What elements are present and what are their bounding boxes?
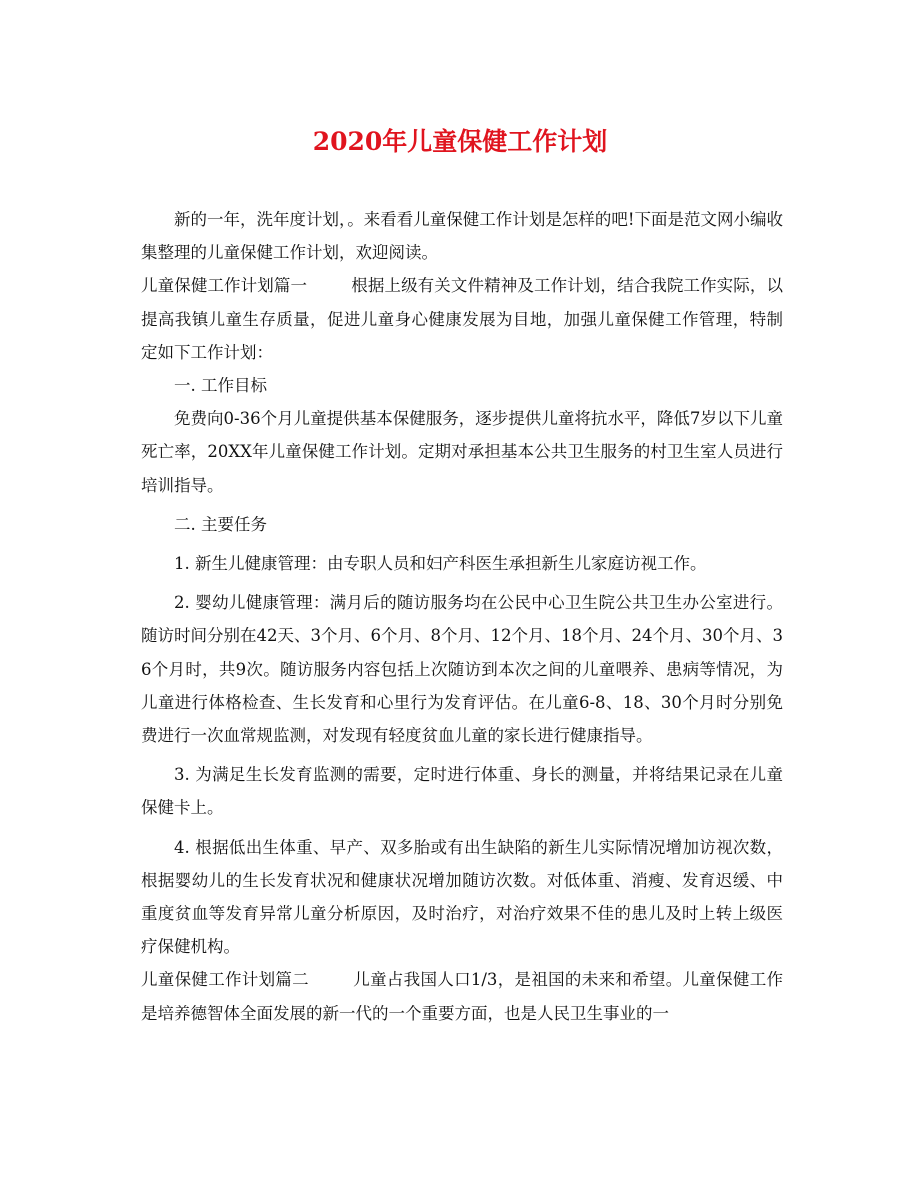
section1-body: 免费向0-36个月儿童提供基本保健服务，逐步提供儿童将抗水平，降低7岁以下儿童死亡率，20XX年儿童保健工作计划。定期对承担基本公共卫生服务的村卫生室人员进行培训指导。 bbox=[141, 409, 783, 495]
plan2-body: 儿童占我国人口1/3，是祖国的未来和希望。儿童保健工作是培养德智体全面发展的新一代的一个重要方面，也是人民卫生事业的一 bbox=[141, 970, 783, 1023]
plan2-paragraph bbox=[141, 963, 783, 1029]
task1-paragraph: 1. 新生儿健康管理：由专职人员和妇产科医生承担新生儿家庭访视工作。 bbox=[174, 554, 707, 574]
intro-paragraph: 新的一年，洗年度计划，。来看看儿童保健工作计划是怎样的吧!下面是范文网小编收集整理的儿童保健工作计划，欢迎阅读。 bbox=[141, 210, 783, 263]
document-body bbox=[141, 203, 783, 1030]
task4-paragraph: 4. 根据低出生体重、早产、双多胎或有出生缺陷的新生儿实际情况增加访视次数，根据婴幼儿的生长发育状况和健康状况增加随访次数。对低体重、消瘦、发育迟缓、中重度贫血等发育异常儿童分析原因，及时治疗，对治疗效果不佳的患儿及时上转上级医疗保健机构。 bbox=[141, 837, 783, 957]
section1-title: 一. 工作目标 bbox=[174, 376, 267, 396]
task2-paragraph: 2. 婴幼儿健康管理：满月后的随访服务均在公民中心卫生院公共卫生办公室进行。随访时间分别在42天、3个月、6个月、8个月、12个月、18个月、24个月、30个月、36个月时，共9次。随访服务内容包括上次随访到本次之间的儿童喂养、患病等情况，为儿童进行体格检查、生长发育和心里行为发育评估。在儿童6-8、18、30个月时分别免费进行一次血常规监测，对发现有轻度贫血儿童的家长进行健康指导。 bbox=[141, 593, 783, 746]
task3-paragraph: 3. 为满足生长发育监测的需要，定时进行体重、身长的测量，并将结果记录在儿童保健卡上。 bbox=[141, 765, 783, 818]
plan1-heading: 儿童保健工作计划篇一 bbox=[141, 276, 308, 296]
section2-title: 二. 主要任务 bbox=[174, 514, 267, 534]
plan1-body: 根据上级有关文件精神及工作计划，结合我院工作实际，以提高我镇儿童生存质量，促进儿童身心健康发展为目地，加强儿童保健工作管理，特制定如下工作计划： bbox=[141, 276, 784, 362]
document-title: 2020年儿童保健工作计划 bbox=[312, 127, 608, 156]
plan1-paragraph bbox=[141, 269, 783, 369]
plan2-heading: 儿童保健工作计划篇二 bbox=[141, 970, 309, 990]
